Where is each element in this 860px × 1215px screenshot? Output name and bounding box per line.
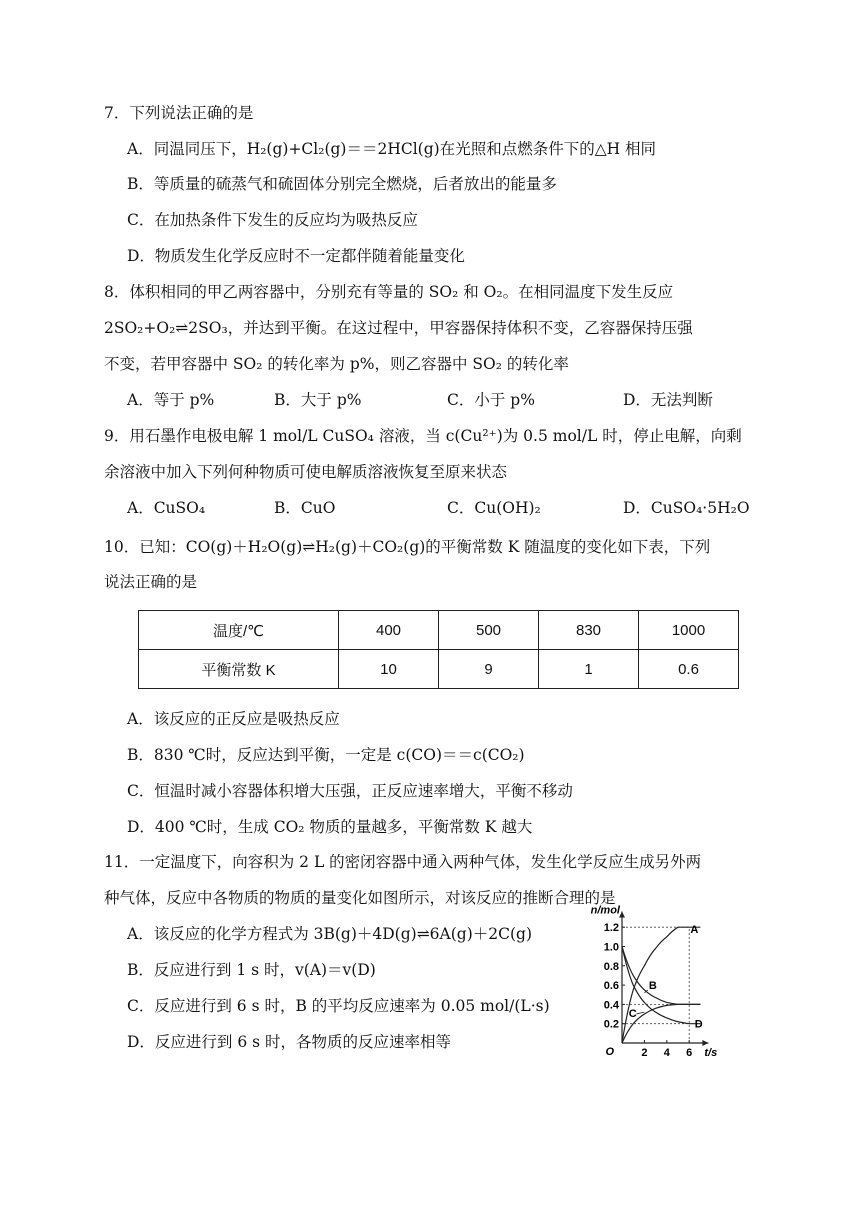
x-tick-label: 2: [641, 1047, 648, 1059]
q7-option-b: B．等质量的硫蒸气和硫固体分别完全燃烧，后者放出的能量多: [127, 175, 557, 193]
table-cell: 温度/℃: [139, 611, 339, 650]
q9-option-a: A．CuSO₄: [127, 499, 206, 517]
q10-option-a: A．该反应的正反应是吸热反应: [127, 710, 340, 728]
q9-stem-line2: 余溶液中加入下列何种物质可使电解质溶液恢复至原来状态: [104, 463, 508, 481]
q7-option-c: C．在加热条件下发生的反应均为吸热反应: [127, 211, 418, 229]
equilibrium-constant-table: [138, 610, 739, 689]
x-tick-label: 6: [686, 1047, 693, 1059]
x-axis-arrow: [702, 1040, 708, 1046]
y-tick-label: 1.0: [603, 941, 619, 954]
y-tick-label: 1.2: [603, 922, 619, 935]
q8-option-b: B．大于 p%: [274, 391, 362, 409]
y-tick-label: 0.2: [603, 1018, 619, 1031]
x-tick-label: 4: [663, 1047, 670, 1059]
table-cell: 0.6: [639, 650, 739, 689]
q10-option-d: D．400 ℃时，生成 CO₂ 物质的量越多，平衡常数 K 越大: [127, 818, 533, 836]
q9-option-c: C．Cu(OH)₂: [447, 499, 541, 517]
q11-option-c: C．反应进行到 6 s 时，B 的平均反应速率为 0.05 mol/(L·s): [127, 997, 550, 1015]
q9-option-b: B．CuO: [274, 499, 336, 517]
chart-curves: [622, 927, 700, 1043]
table-cell: 400: [339, 611, 439, 650]
q11-option-b: B．反应进行到 1 s 时，v(A)＝v(D): [127, 961, 376, 979]
series-c-leader: [637, 1012, 645, 1014]
amount-vs-time-chart: [578, 904, 788, 1060]
table-cell: 500: [439, 611, 539, 650]
series-b-label: B: [648, 979, 657, 992]
q11-stem-line2: 种气体，反应中各物质的物质的量变化如图所示，对该反应的推断合理的是: [104, 889, 616, 907]
q9-option-d: D．CuSO₄·5H₂O: [623, 499, 750, 517]
q8-option-a: A．等于 p%: [127, 391, 215, 409]
q11-option-d: D．反应进行到 6 s 时，各物质的反应速率相等: [127, 1033, 452, 1051]
y-tick-label: 0.4: [603, 999, 619, 1012]
table-cell: 9: [439, 650, 539, 689]
table-cell: 1: [539, 650, 639, 689]
series-d-label: D: [694, 1018, 703, 1031]
y-tick-label: 0.8: [603, 960, 619, 973]
q10-stem-line2: 说法正确的是: [104, 573, 198, 591]
q9-stem-line1: 9．用石墨作电极电解 1 mol/L CuSO₄ 溶液，当 c(Cu²⁺)为 0.5 mol/L 时，停止电解，向剩: [104, 427, 742, 445]
table-cell: 830: [539, 611, 639, 650]
y-tick-label: 0.6: [603, 980, 619, 993]
q10-stem-line1: 10．已知：CO(g)＋H₂O(g)⇌H₂(g)＋CO₂(g)的平衡常数 K 随温度的变化如下表，下列: [104, 538, 711, 556]
q8-option-d: D．无法判断: [623, 391, 713, 409]
series-b-line: [622, 947, 700, 1005]
q8-stem-line3: 不变，若甲容器中 SO₂ 的转化率为 p%，则乙容器中 SO₂ 的转化率: [104, 355, 569, 373]
table-cell: 平衡常数 K: [139, 650, 339, 689]
table-row: [139, 650, 739, 689]
table-cell: 10: [339, 650, 439, 689]
series-a-label: A: [690, 923, 699, 936]
q11-stem-line1: 11．一定温度下，向容积为 2 L 的密闭容器中通入两种气体，发生化学反应生成另外两: [104, 853, 702, 871]
q8-stem-line1: 8．体积相同的甲乙两容器中，分别充有等量的 SO₂ 和 O₂。在相同温度下发生反应: [104, 283, 674, 301]
q10-option-b: B．830 ℃时，反应达到平衡，一定是 c(CO)＝＝c(CO₂): [127, 746, 525, 764]
origin-label: O: [605, 1046, 614, 1058]
q8-stem-line2: 2SO₂+O₂⇌2SO₃，并达到平衡。在这过程中，甲容器保持体积不变，乙容器保持压强: [104, 319, 693, 337]
x-axis-label: t/s: [704, 1047, 718, 1059]
y-axis-label: n/mol: [590, 904, 620, 917]
q10-option-c: C．恒温时减小容器体积增大压强，正反应速率增大，平衡不移动: [127, 782, 573, 800]
table-cell: 1000: [639, 611, 739, 650]
q7-stem: 7．下列说法正确的是: [104, 104, 254, 122]
q11-option-a: A．该反应的化学方程式为 3B(g)＋4D(g)⇌6A(g)＋2C(g): [127, 925, 532, 943]
q7-option-a: A．同温同压下，H₂(g)+Cl₂(g)＝＝2HCl(g)在光照和点燃条件下的△H 相同: [127, 140, 657, 158]
q7-option-d: D．物质发生化学反应时不一定都伴随着能量变化: [127, 247, 465, 265]
series-c-label: C: [628, 1007, 637, 1020]
table-row: [139, 611, 739, 650]
q8-option-c: C．小于 p%: [447, 391, 535, 409]
